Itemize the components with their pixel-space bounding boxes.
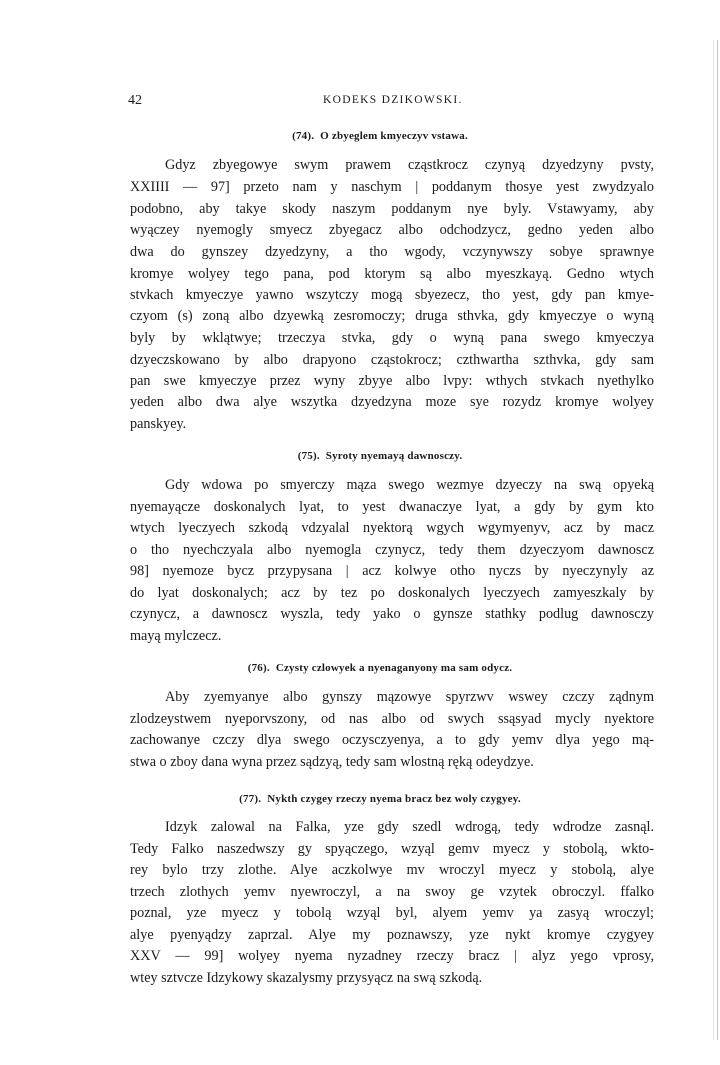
page-edge-inner [713, 40, 714, 1040]
text-line: zachowanye czczy dlya swego oczysczyenya, a to gdy yemv dlya yego mą- [130, 732, 654, 748]
text-line: wyączey nyemogly smyecz zbyegacz albo odchodzycz, gedno yeden albo [130, 222, 654, 238]
text-line: trzech zlothych yemv nyewroczyl, a na swoy ge vzytek obroczyl. ffalko [130, 884, 654, 900]
text-line: poznal, yze myecz y tobolą wzyąl byl, alyem yemv ya zasyą wroczyl; [130, 905, 654, 921]
running-title: KODEKS DZIKOWSKI. [323, 94, 463, 106]
section-title: Nykth czygey rzeczy nyema bracz bez woly czygyey. [267, 793, 521, 805]
section-heading [100, 793, 660, 805]
section-number: (77). [239, 793, 262, 805]
running-head [128, 93, 660, 113]
section-heading [100, 450, 660, 462]
text-line: Idzyk zalowal na Falka, yze gdy szedl wdrogą, tedy wdrodze zasnąl. [165, 819, 654, 835]
text-line: rey bylo trzy zlothe. Alye aczkolwye mv wroczyl myecz y stobolą, alye [130, 862, 654, 878]
page-number: 42 [128, 93, 142, 108]
page-edge [717, 40, 718, 1040]
text-line: wtych lyeczyech szkodą vdzyalal nyektorą wgych wgymyenyv, acz by macz [130, 520, 654, 536]
text-line: alye pyenyądzy zaprzal. Alye my poznawszy, yze nykt kromye czygyey [130, 927, 654, 943]
text-line: do lyat doskonalych; acz by tez po doskonalych lyeczyech zamyeszkaly by [130, 585, 654, 601]
text-line: dwa do gynszey dzyedzyny, a tho wgody, vczynywszy sobye sprawnye [130, 244, 654, 260]
text-line: panskyey. [130, 416, 187, 432]
text-line: nyemayącze doskonalych lyat, to yest dwanaczye lyat, a gdy by gym kto [130, 499, 654, 515]
text-line: czyom (s) zoną albo dzyewką zesromoczy; druga sthvka, gdy kmyeczye o wyną [130, 308, 654, 324]
text-line: byly by wklątwye; trzeczya stvka, gdy o wyną pana swego kmyeczya [130, 330, 654, 346]
section-heading [100, 130, 660, 142]
text-line: mayą mylczecz. [130, 628, 222, 644]
section-number: (76). [247, 662, 270, 674]
text-line: 98] nyemoze bycz przypysana | acz kolwye otho nyczs by nyeczynyly az [130, 563, 654, 579]
section-number: (74). [292, 130, 315, 142]
text-line: stvkach kmyeczye yawno wszytczy mogą sbyezecz, tho yest, gdy pan kmye- [130, 287, 654, 303]
section-number: (75). [297, 450, 320, 462]
text-line: podobno, aby takye skody naszym poddanym nye byly. Vstawyamy, aby [130, 201, 654, 217]
text-line: Gdy wdowa po smyerczy mąza swego wezmye dzyeczy na swą opyeką [165, 477, 654, 493]
section-title: O zbyeglem kmyeczyv vstawa. [320, 130, 468, 142]
text-line: zlodzeystwem nyeporvszony, od nas albo od swych ssąsyad mycly nyektore [130, 711, 654, 727]
text-line: o tho nyechczyala albo nyemogla czynycz, tedy them dzyeczyom dawnoscz [130, 542, 654, 558]
text-line: XXIIII — 97] przeto nam y naschym | poddanym thosye yest zwydzyalo [130, 179, 654, 195]
section-heading [100, 662, 660, 674]
text-line: kromye wolyey tego pana, pod ktorym są albo myeszkayą. Gedno wtych [130, 266, 654, 282]
section-title: Syroty nyemayą dawnosczy. [325, 450, 463, 462]
text-line: Gdyz zbyegowye swym prawem cząstkrocz czynyą dzyedzyny pvsty, [165, 157, 654, 173]
text-line: czynycz, a dawnoscz wyszla, tedy yako o gynsze stathky podlug dawnosczy [130, 606, 654, 622]
text-line: XXV — 99] wolyey nyema nyzadney rzeczy bracz | alyz yego vprosy, [130, 948, 654, 964]
text-line: pan swe kmyeczye przez wyny zbyye albo lvpy: wthych stvkach nyethylko [130, 373, 654, 389]
text-line: yeden albo dwa alye wszytka dzyedzyna moze sye rozydz kromye wolyey [130, 394, 654, 410]
text-line: Tedy Falko naszedwszy gy spyączego, wzyąl gemv myecz y stobolą, wkto- [130, 841, 654, 857]
text-line: Aby zyemyanye albo gynszy mązowye spyrzwv wswey czczy ządnym [165, 689, 654, 705]
text-line: dzyeczskowano by albo drapyono cząstokrocz; czthwartha szthvka, gdy sam [130, 352, 654, 368]
text-line: wtey sztvcze Idzykowy skazalysmy przysyącz na swą szkodą. [130, 970, 483, 986]
section-title: Czysty czlowyek a nyenaganyony ma sam odycz. [275, 662, 513, 674]
text-line: stwa o zboy dana wyna przez sądzyą, tedy sam wlostną ręką odeydzye. [130, 754, 534, 770]
